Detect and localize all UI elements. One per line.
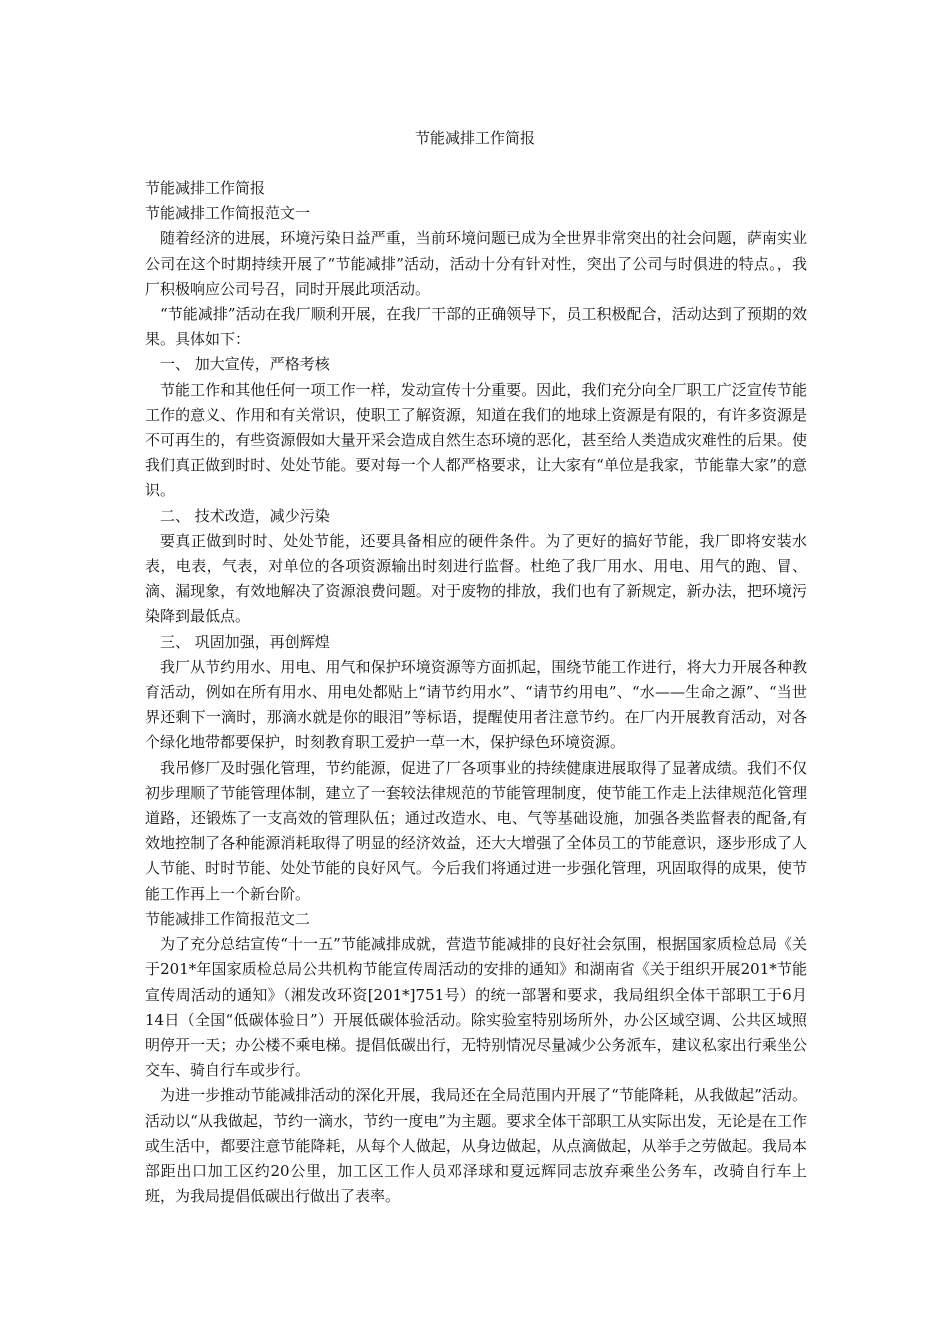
- numbered-heading: 二、 技术改造，减少污染: [160, 506, 330, 525]
- numbered-heading: 一、 加大宣传，严格考核: [160, 355, 330, 374]
- heading-line: 节能减排工作简报: [145, 179, 266, 197]
- body-paragraph: 为了充分总结宣传“十一五”节能减排成就，营造节能减排的良好社会氛围，根据国家质检总局《关于201*年国家质检总局公共机构节能宣传周活动的安排的通知》和湖南省《关于组织开展201*节能宣传周活动的通知》（湘发改环资[201*]751号）的统一部署和要求，我局组织全体干部职工于6月14日（全国“低碳体验日”）开展低碳体验活动。除实验室特别场所外，办公区域空调、公共区域照明停开一天；办公楼不乘电梯。提倡低碳出行，无特别情况尽量减少公务派车，建议私家出行乘坐公交车、骑自行车或步行。: [145, 935, 807, 1080]
- body-paragraph: 要真正做到时时、处处节能，还要具备相应的硬件条件。为了更好的搞好节能，我厂即将安装水表，电表，气表，对单位的各项资源输出时刻进行监督。杜绝了我厂用水、用电、用气的跑、冒、滴、漏现象，有效地解决了资源浪费问题。对于废物的排放，我们也有了新规定，新办法，把环境污染降到最低点。: [145, 531, 807, 626]
- body-paragraph: 我吊修厂及时强化管理，节约能源，促进了厂各项事业的持续健康进展取得了显著成绩。我们不仅初步理顺了节能管理体制，建立了一套较法律规范的节能管理制度，使节能工作走上法律规范化管理道路，还锻炼了一支高效的管理队伍；通过改造水、电、气等基础设施，加强各类监督表的配备,有效地控制了各种能源消耗取得了明显的经济效益，还大大增强了全体员工的节能意识，逐步形成了人人节能、时时节能、处处节能的良好风气。今后我们将通过进一步强化管理，巩固取得的成果，使节能工作再上一个新台阶。: [145, 758, 807, 903]
- body-paragraph: 为进一步推动节能减排活动的深化开展，我局还在全局范围内开展了“节能降耗，从我做起”活动。活动以“从我做起，节约一滴水，节约一度电”为主题。要求全体干部职工从实际出发，无论是在工作或生活中，都要注意节能降耗，从每个人做起，从身边做起，从点滴做起，从举手之劳做起。我局本部距出口加工区约20公里，加工区工作人员邓泽球和夏远辉同志放弃乘坐公务车，改骑自行车上班，为我局提倡低碳出行做出了表率。: [145, 1086, 807, 1206]
- body-paragraph: 随着经济的进展，环境污染日益严重，当前环境问题已成为全世界非常突出的社会问题，萨南实业公司在这个时期持续开展了“节能减排”活动，活动十分有针对性，突出了公司与时俱进的特点。，我厂积极响应公司号召，同时开展此项活动。: [145, 229, 807, 298]
- numbered-heading: 三、 巩固加强，再创辉煌: [160, 632, 330, 651]
- body-paragraph: 节能工作和其他任何一项工作一样，发动宣传十分重要。因此，我们充分向全厂职工广泛宣传节能工作的意义、作用和有关常识，使职工了解资源，知道在我们的地球上资源是有限的，有许多资源是不可再生的，有些资源假如大量开采会造成自然生态环境的恶化，甚至给人类造成灾难性的后果。使我们真正做到时时、处处节能。要对每一个人都严格要求，让大家有“单位是我家，节能靠大家”的意识。: [145, 380, 807, 500]
- body-paragraph: “节能减排”活动在我厂顺利开展，在我厂干部的正确领导下，员工积极配合，活动达到了预期的效果。具体如下：: [145, 305, 807, 349]
- section-heading: 节能减排工作简报范文二: [145, 909, 311, 928]
- body-paragraph: 我厂从节约用水、用电、用气和保护环境资源等方面抓起，围绕节能工作进行，将大力开展各种教育活动，例如在所有用水、用电处都贴上“请节约用水”、“请节约用电”、“水——生命之源”、“当世界还剩下一滴时，那滴水就是你的眼泪”等标语，提醒使用者注意节约。在厂内开展教育活动，对各个绿化地带都要保护，时刻教育职工爱护一草一木，保护绿色环境资源。: [145, 657, 807, 752]
- document-title: 节能减排工作简报: [414, 129, 535, 147]
- section-heading: 节能减排工作简报范文一: [145, 204, 311, 223]
- document-body: [145, 176, 807, 1209]
